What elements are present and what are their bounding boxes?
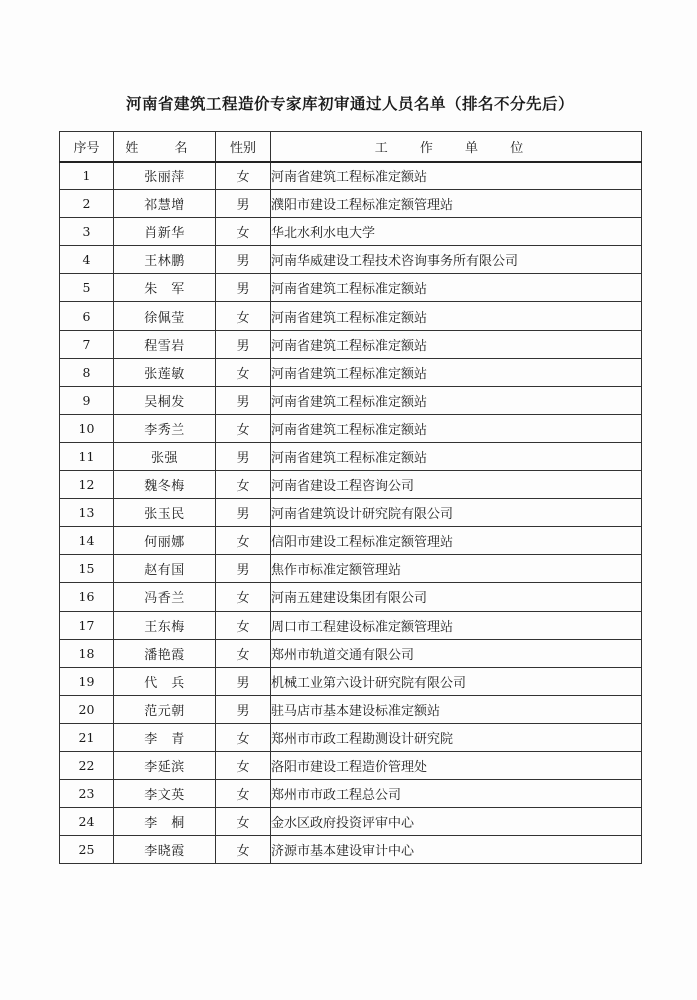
name-cell: 李 青 [114, 723, 216, 751]
serial-number-cell: 16 [60, 583, 114, 611]
work-unit-cell: 河南省建设工程咨询公司 [271, 471, 642, 499]
serial-number-cell: 13 [60, 499, 114, 527]
name-cell: 王林鹏 [114, 246, 216, 274]
header-serial-number: 序号 [60, 132, 114, 162]
name-cell: 朱 军 [114, 274, 216, 302]
table-row [60, 667, 642, 695]
table-row [60, 162, 642, 190]
name-cell: 魏冬梅 [114, 471, 216, 499]
table-row [60, 836, 642, 864]
document-title: 河南省建筑工程造价专家库初审通过人员名单（排名不分先后） [125, 95, 574, 113]
table-row [60, 386, 642, 414]
table-row [60, 611, 642, 639]
name-cell: 肖新华 [114, 218, 216, 246]
work-unit-cell: 焦作市标准定额管理站 [271, 555, 642, 583]
table-row [60, 302, 642, 330]
gender-cell: 女 [216, 751, 271, 779]
gender-cell: 男 [216, 499, 271, 527]
serial-number-cell: 4 [60, 246, 114, 274]
name-cell: 张强 [114, 442, 216, 470]
serial-number-cell: 3 [60, 218, 114, 246]
name-cell: 李秀兰 [114, 414, 216, 442]
work-unit-cell: 洛阳市建设工程造价管理处 [271, 751, 642, 779]
work-unit-cell: 华北水利水电大学 [271, 218, 642, 246]
table-row [60, 780, 642, 808]
serial-number-cell: 10 [60, 414, 114, 442]
name-cell: 李文英 [114, 780, 216, 808]
work-unit-cell: 郑州市市政工程总公司 [271, 780, 642, 808]
personnel-table [59, 131, 642, 864]
gender-cell: 女 [216, 583, 271, 611]
name-cell: 冯香兰 [114, 583, 216, 611]
work-unit-cell: 河南省建筑工程标准定额站 [271, 442, 642, 470]
serial-number-cell: 11 [60, 442, 114, 470]
table-row [60, 471, 642, 499]
gender-cell: 女 [216, 358, 271, 386]
table-row [60, 639, 642, 667]
name-cell: 徐佩莹 [114, 302, 216, 330]
table-row [60, 808, 642, 836]
name-cell: 何丽娜 [114, 527, 216, 555]
work-unit-cell: 周口市工程建设标准定额管理站 [271, 611, 642, 639]
serial-number-cell: 1 [60, 162, 114, 190]
name-cell: 张玉民 [114, 499, 216, 527]
gender-cell: 男 [216, 274, 271, 302]
gender-cell: 女 [216, 218, 271, 246]
gender-cell: 女 [216, 414, 271, 442]
work-unit-cell: 河南省建筑工程标准定额站 [271, 414, 642, 442]
serial-number-cell: 6 [60, 302, 114, 330]
work-unit-cell: 河南省建筑工程标准定额站 [271, 358, 642, 386]
serial-number-cell: 18 [60, 639, 114, 667]
gender-cell: 女 [216, 471, 271, 499]
serial-number-cell: 17 [60, 611, 114, 639]
work-unit-cell: 郑州市轨道交通有限公司 [271, 639, 642, 667]
serial-number-cell: 15 [60, 555, 114, 583]
work-unit-cell: 河南省建筑工程标准定额站 [271, 162, 642, 190]
serial-number-cell: 12 [60, 471, 114, 499]
serial-number-cell: 20 [60, 695, 114, 723]
name-cell: 程雪岩 [114, 330, 216, 358]
gender-cell: 男 [216, 667, 271, 695]
table-row [60, 499, 642, 527]
serial-number-cell: 25 [60, 836, 114, 864]
work-unit-cell: 河南五建建设集团有限公司 [271, 583, 642, 611]
table-row [60, 555, 642, 583]
serial-number-cell: 19 [60, 667, 114, 695]
table-row [60, 442, 642, 470]
table-header-row [60, 132, 642, 162]
name-cell: 范元朝 [114, 695, 216, 723]
gender-cell: 男 [216, 442, 271, 470]
serial-number-cell: 5 [60, 274, 114, 302]
serial-number-cell: 21 [60, 723, 114, 751]
gender-cell: 女 [216, 611, 271, 639]
work-unit-cell: 信阳市建设工程标准定额管理站 [271, 527, 642, 555]
work-unit-cell: 河南省建筑工程标准定额站 [271, 274, 642, 302]
serial-number-cell: 8 [60, 358, 114, 386]
gender-cell: 女 [216, 780, 271, 808]
table-row [60, 358, 642, 386]
name-cell: 李晓霞 [114, 836, 216, 864]
table-row [60, 330, 642, 358]
name-cell: 潘艳霞 [114, 639, 216, 667]
work-unit-cell: 河南省建筑设计研究院有限公司 [271, 499, 642, 527]
name-cell: 张丽萍 [114, 162, 216, 190]
table-body [60, 162, 642, 864]
serial-number-cell: 23 [60, 780, 114, 808]
name-cell: 张莲敏 [114, 358, 216, 386]
gender-cell: 女 [216, 639, 271, 667]
work-unit-cell: 金水区政府投资评审中心 [271, 808, 642, 836]
header-name: 姓 名 [114, 132, 216, 162]
name-cell: 王东梅 [114, 611, 216, 639]
table-row [60, 190, 642, 218]
gender-cell: 男 [216, 330, 271, 358]
serial-number-cell: 2 [60, 190, 114, 218]
work-unit-cell: 机械工业第六设计研究院有限公司 [271, 667, 642, 695]
table-row [60, 723, 642, 751]
header-work-unit: 工 作 单 位 [271, 132, 642, 162]
serial-number-cell: 14 [60, 527, 114, 555]
header-gender: 性别 [216, 132, 271, 162]
serial-number-cell: 22 [60, 751, 114, 779]
gender-cell: 男 [216, 190, 271, 218]
gender-cell: 男 [216, 695, 271, 723]
gender-cell: 女 [216, 836, 271, 864]
table-row [60, 274, 642, 302]
work-unit-cell: 濮阳市建设工程标准定额管理站 [271, 190, 642, 218]
serial-number-cell: 24 [60, 808, 114, 836]
work-unit-cell: 济源市基本建设审计中心 [271, 836, 642, 864]
gender-cell: 男 [216, 555, 271, 583]
gender-cell: 男 [216, 246, 271, 274]
gender-cell: 男 [216, 386, 271, 414]
name-cell: 吴桐发 [114, 386, 216, 414]
gender-cell: 女 [216, 162, 271, 190]
name-cell: 祁慧增 [114, 190, 216, 218]
work-unit-cell: 河南省建筑工程标准定额站 [271, 302, 642, 330]
table-row [60, 246, 642, 274]
serial-number-cell: 7 [60, 330, 114, 358]
name-cell: 李延滨 [114, 751, 216, 779]
work-unit-cell: 驻马店市基本建设标准定额站 [271, 695, 642, 723]
gender-cell: 女 [216, 527, 271, 555]
serial-number-cell: 9 [60, 386, 114, 414]
gender-cell: 女 [216, 808, 271, 836]
table-row [60, 218, 642, 246]
name-cell: 赵有国 [114, 555, 216, 583]
name-cell: 李 桐 [114, 808, 216, 836]
table-row [60, 695, 642, 723]
work-unit-cell: 河南华威建设工程技术咨询事务所有限公司 [271, 246, 642, 274]
table-row [60, 414, 642, 442]
work-unit-cell: 河南省建筑工程标准定额站 [271, 330, 642, 358]
work-unit-cell: 河南省建筑工程标准定额站 [271, 386, 642, 414]
gender-cell: 女 [216, 302, 271, 330]
table-row [60, 751, 642, 779]
table-row [60, 527, 642, 555]
gender-cell: 女 [216, 723, 271, 751]
name-cell: 代 兵 [114, 667, 216, 695]
table-row [60, 583, 642, 611]
work-unit-cell: 郑州市市政工程勘测设计研究院 [271, 723, 642, 751]
